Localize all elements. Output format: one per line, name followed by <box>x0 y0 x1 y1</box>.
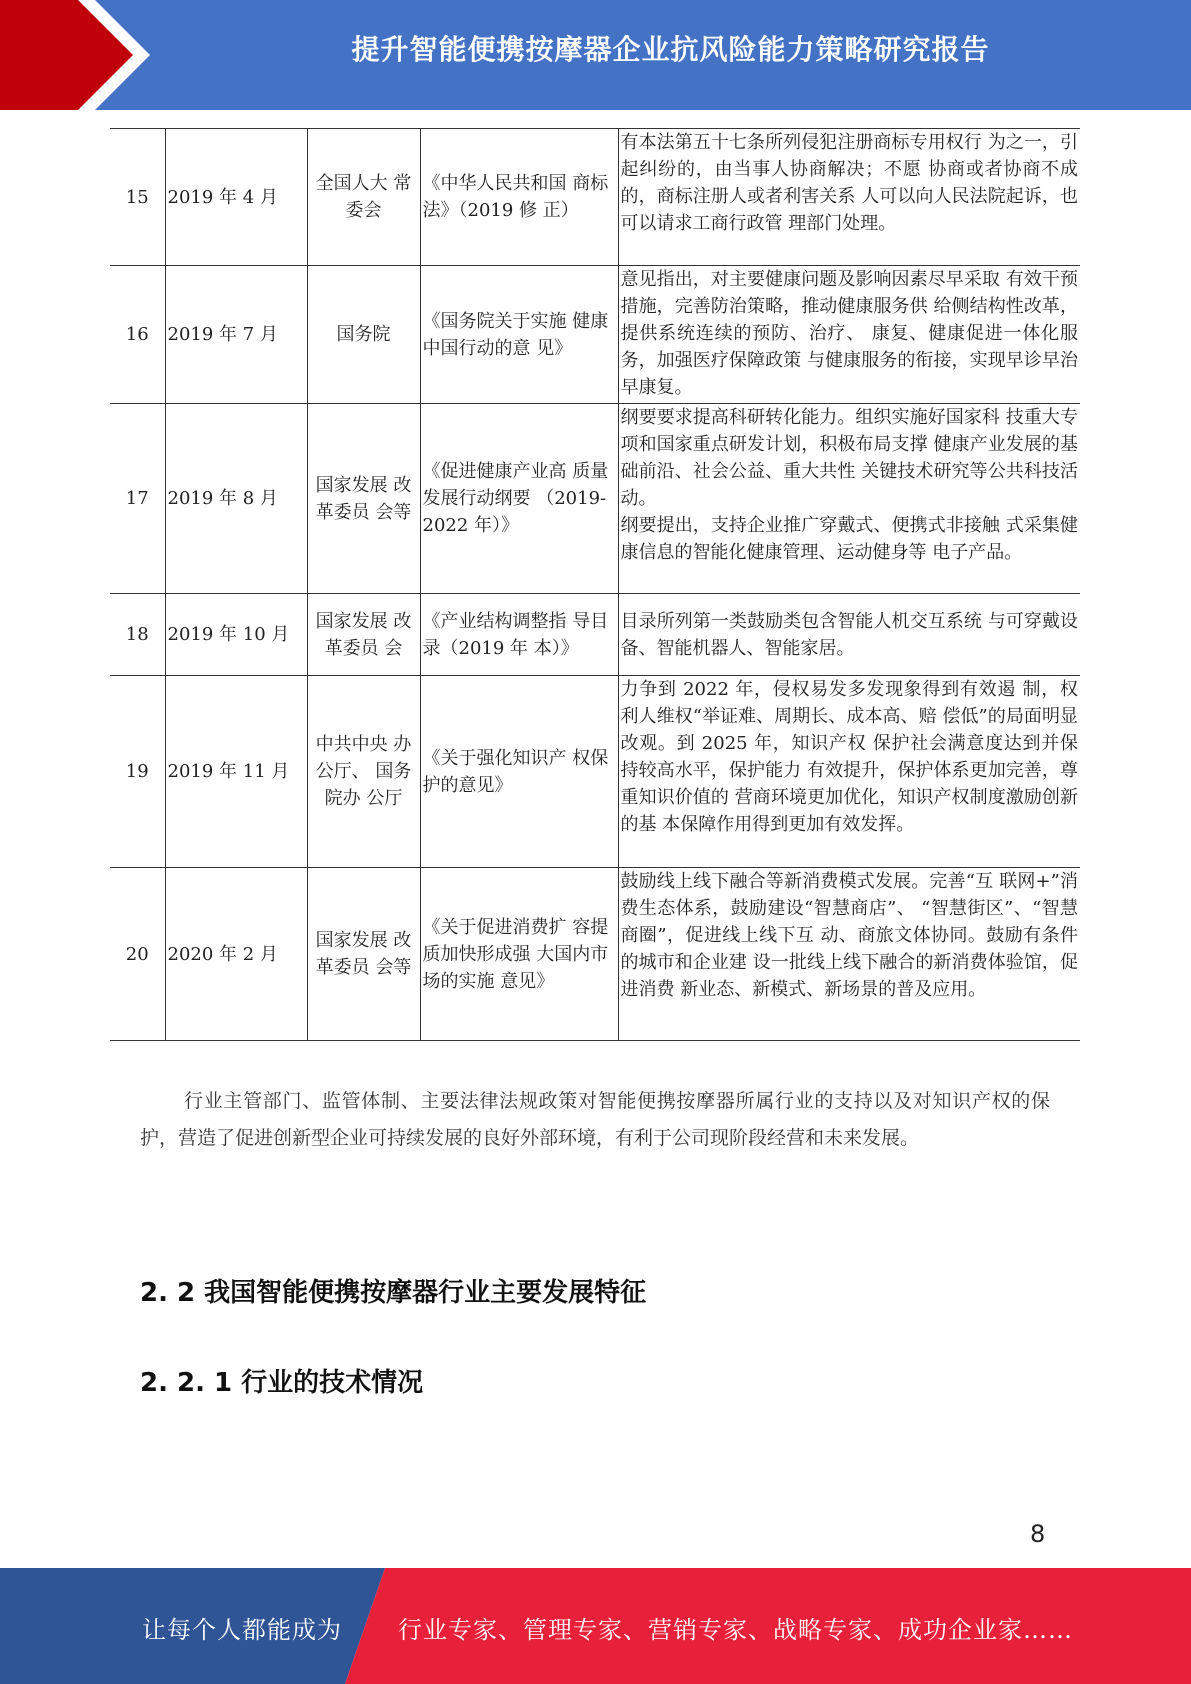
row-number: 17 <box>110 404 165 594</box>
row-date: 2019 年 4 月 <box>165 129 307 266</box>
row-number: 18 <box>110 594 165 676</box>
row-document: 《关于促进消费扩 容提质加快形成强 大国内市场的实施 意见》 <box>420 868 618 1041</box>
row-department: 国务院 <box>307 266 420 404</box>
row-number: 15 <box>110 129 165 266</box>
table-row <box>110 129 1080 266</box>
footer-slogan-left: 让每个人都能成为 <box>142 1616 342 1644</box>
row-department: 全国人大 常委会 <box>307 129 420 266</box>
row-date: 2019 年 10 月 <box>165 594 307 676</box>
row-document: 《关于强化知识产 权保护的意见》 <box>420 676 618 868</box>
row-content: 力争到 2022 年，侵权易发多发现象得到有效遏 制，权利人维权“举证难、周期长、成本高、赔 偿低”的局面明显改观。到 2025 年，知识产权 保护社会满意度达到并保持较高水平，保护能力 有效提升，保护体系更加完善，尊重知识价值的 营商环境更加优化，知识产权制度激励创新的基 本保障作用得到更加有效发挥。 <box>618 676 1080 868</box>
header-red-arrow-decoration <box>0 0 160 110</box>
table-row <box>110 868 1080 1041</box>
row-document: 《产业结构调整指 导目录（2019 年 本）》 <box>420 594 618 676</box>
row-date: 2019 年 8 月 <box>165 404 307 594</box>
row-content: 意见指出，对主要健康问题及影响因素尽早采取 有效干预措施，完善防治策略，推动健康服务供 给侧结构性改革，提供系统连续的预防、治疗、 康复、健康促进一体化服务，加强医疗保障政策 与健康服务的衔接，实现早诊早治早康复。 <box>618 266 1080 404</box>
table-row <box>110 404 1080 594</box>
footer-slogan-right: 行业专家、管理专家、营销专家、战略专家、成功企业家…… <box>398 1616 1073 1644</box>
row-content-paragraph: 纲要提出，支持企业推广穿戴式、便携式非接触 式采集健康信息的智能化健康管理、运动健身等 电子产品。 <box>620 515 1078 563</box>
body-paragraph: 行业主管部门、监管体制、主要法律法规政策对智能便携按摩器所属行业的支持以及对知识产权的保护，营造了促进创新型企业可持续发展的良好外部环境，有利于公司现阶段经营和未来发展。 <box>140 1090 1050 1149</box>
row-content: 有本法第五十七条所列侵犯注册商标专用权行 为之一，引起纠纷的，由当事人协商解决；不愿 协商或者协商不成的，商标注册人或者利害关系 人可以向人民法院起诉，也可以请求工商行政管 理部门处理。 <box>618 129 1080 266</box>
row-content <box>618 404 1080 594</box>
row-date: 2020 年 2 月 <box>165 868 307 1041</box>
row-number: 19 <box>110 676 165 868</box>
policy-table <box>110 128 1080 1041</box>
row-date: 2019 年 7 月 <box>165 266 307 404</box>
row-content: 目录所列第一类鼓励类包含智能人机交互系统 与可穿戴设备、智能机器人、智能家居。 <box>618 594 1080 676</box>
report-title: 提升智能便携按摩器企业抗风险能力策略研究报告 <box>351 33 990 66</box>
table-row <box>110 594 1080 676</box>
page-number: 8 <box>1030 1520 1046 1548</box>
subsection-heading: 2. 2. 1 行业的技术情况 <box>140 1368 424 1398</box>
row-department: 国家发展 改革委员 会等 <box>307 404 420 594</box>
row-department: 国家发展 改革委员 会 <box>307 594 420 676</box>
row-number: 16 <box>110 266 165 404</box>
row-content: 鼓励线上线下融合等新消费模式发展。完善“互 联网+”消费生态体系，鼓励建设“智慧商店”、 “智慧街区”、“智慧商圈”，促进线上线下互 动、商旅文体协同。鼓励有条件的城市和企业建 设一批线上线下融合的新消费体验馆，促进消费 新业态、新模式、新场景的普及应用。 <box>618 868 1080 1041</box>
row-date: 2019 年 11 月 <box>165 676 307 868</box>
row-document: 《中华人民共和国 商标法》（2019 修 正） <box>420 129 618 266</box>
section-heading: 2. 2 我国智能便携按摩器行业主要发展特征 <box>140 1278 647 1308</box>
table-row <box>110 676 1080 868</box>
row-document: 《促进健康产业高 质量发展行动纲要 （2019-2022 年）》 <box>420 404 618 594</box>
row-content-paragraph: 纲要要求提高科研转化能力。组织实施好国家科 技重大专项和国家重点研发计划，积极布局支撑 健康产业发展的基础前沿、社会公益、重大共性 关键技术研究等公共科技活动。 <box>620 407 1078 509</box>
table-row <box>110 266 1080 404</box>
row-department: 国家发展 改革委员 会等 <box>307 868 420 1041</box>
row-document: 《国务院关于实施 健康中国行动的意 见》 <box>420 266 618 404</box>
row-number: 20 <box>110 868 165 1041</box>
page-header <box>0 0 1191 110</box>
row-department: 中共中央 办公厅、 国务院办 公厅 <box>307 676 420 868</box>
page-footer <box>0 1568 1191 1684</box>
